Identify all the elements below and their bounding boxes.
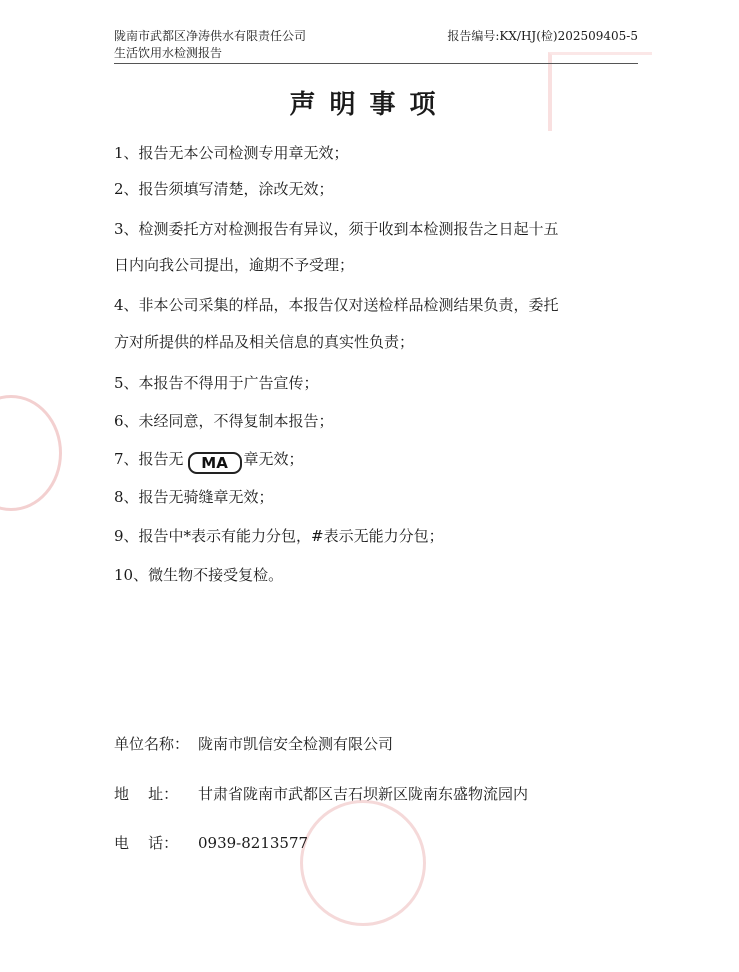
clause-7	[114, 450, 304, 474]
cma-mark-icon	[188, 452, 242, 474]
phone-row	[114, 834, 308, 852]
unit-name-label: 单位名称：	[114, 735, 190, 753]
cma-mark-text: MA	[201, 454, 228, 472]
clause-7-prefix: 7、报告无	[114, 450, 184, 468]
clause-9: 9、报告中*表示有能力分包，#表示无能力分包；	[114, 527, 444, 545]
address-label: 地 址：	[114, 785, 179, 803]
clause-5: 5、本报告不得用于广告宣传；	[114, 374, 319, 392]
clause-2: 2、报告须填写清楚，涂改无效；	[114, 180, 334, 198]
phone-value: 0939-8213577	[198, 834, 309, 852]
header-divider	[114, 63, 638, 64]
address-value: 甘肃省陇南市武都区吉石坝新区陇南东盛物流园内	[198, 785, 529, 803]
clause-6: 6、未经同意，不得复制本报告；	[114, 412, 334, 430]
header-subtitle: 生活饮用水检测报告	[114, 46, 223, 60]
clause-8: 8、报告无骑缝章无效；	[114, 488, 274, 506]
clause-1: 1、报告无本公司检测专用章无效；	[114, 144, 349, 162]
report-header	[114, 28, 638, 62]
company-stamp	[300, 800, 426, 926]
clause-4-line-2: 方对所提供的样品及相关信息的真实性负责；	[114, 333, 415, 351]
seam-stamp	[0, 395, 62, 511]
unit-name-row	[114, 735, 393, 753]
page-title: 声明事项	[289, 90, 450, 120]
clause-3-line-2: 日内向我公司提出，逾期不予受理；	[114, 256, 355, 274]
header-company: 陇南市武都区净涛供水有限责任公司	[114, 29, 307, 43]
unit-name-value: 陇南市凯信安全检测有限公司	[198, 735, 394, 753]
clause-3-line-1: 3、检测委托方对检测报告有异议，须于收到本检测报告之日起十五	[114, 220, 559, 238]
clause-7-suffix: 章无效；	[243, 450, 304, 468]
clause-4-line-1: 4、非本公司采集的样品，本报告仅对送检样品检测结果负责，委托	[114, 296, 559, 314]
address-row	[114, 785, 528, 803]
header-report-number: 报告编号:KX/HJ(检)202509405-5	[447, 29, 638, 43]
phone-label: 电 话：	[114, 834, 179, 852]
clause-10: 10、微生物不接受复检。	[114, 566, 284, 584]
